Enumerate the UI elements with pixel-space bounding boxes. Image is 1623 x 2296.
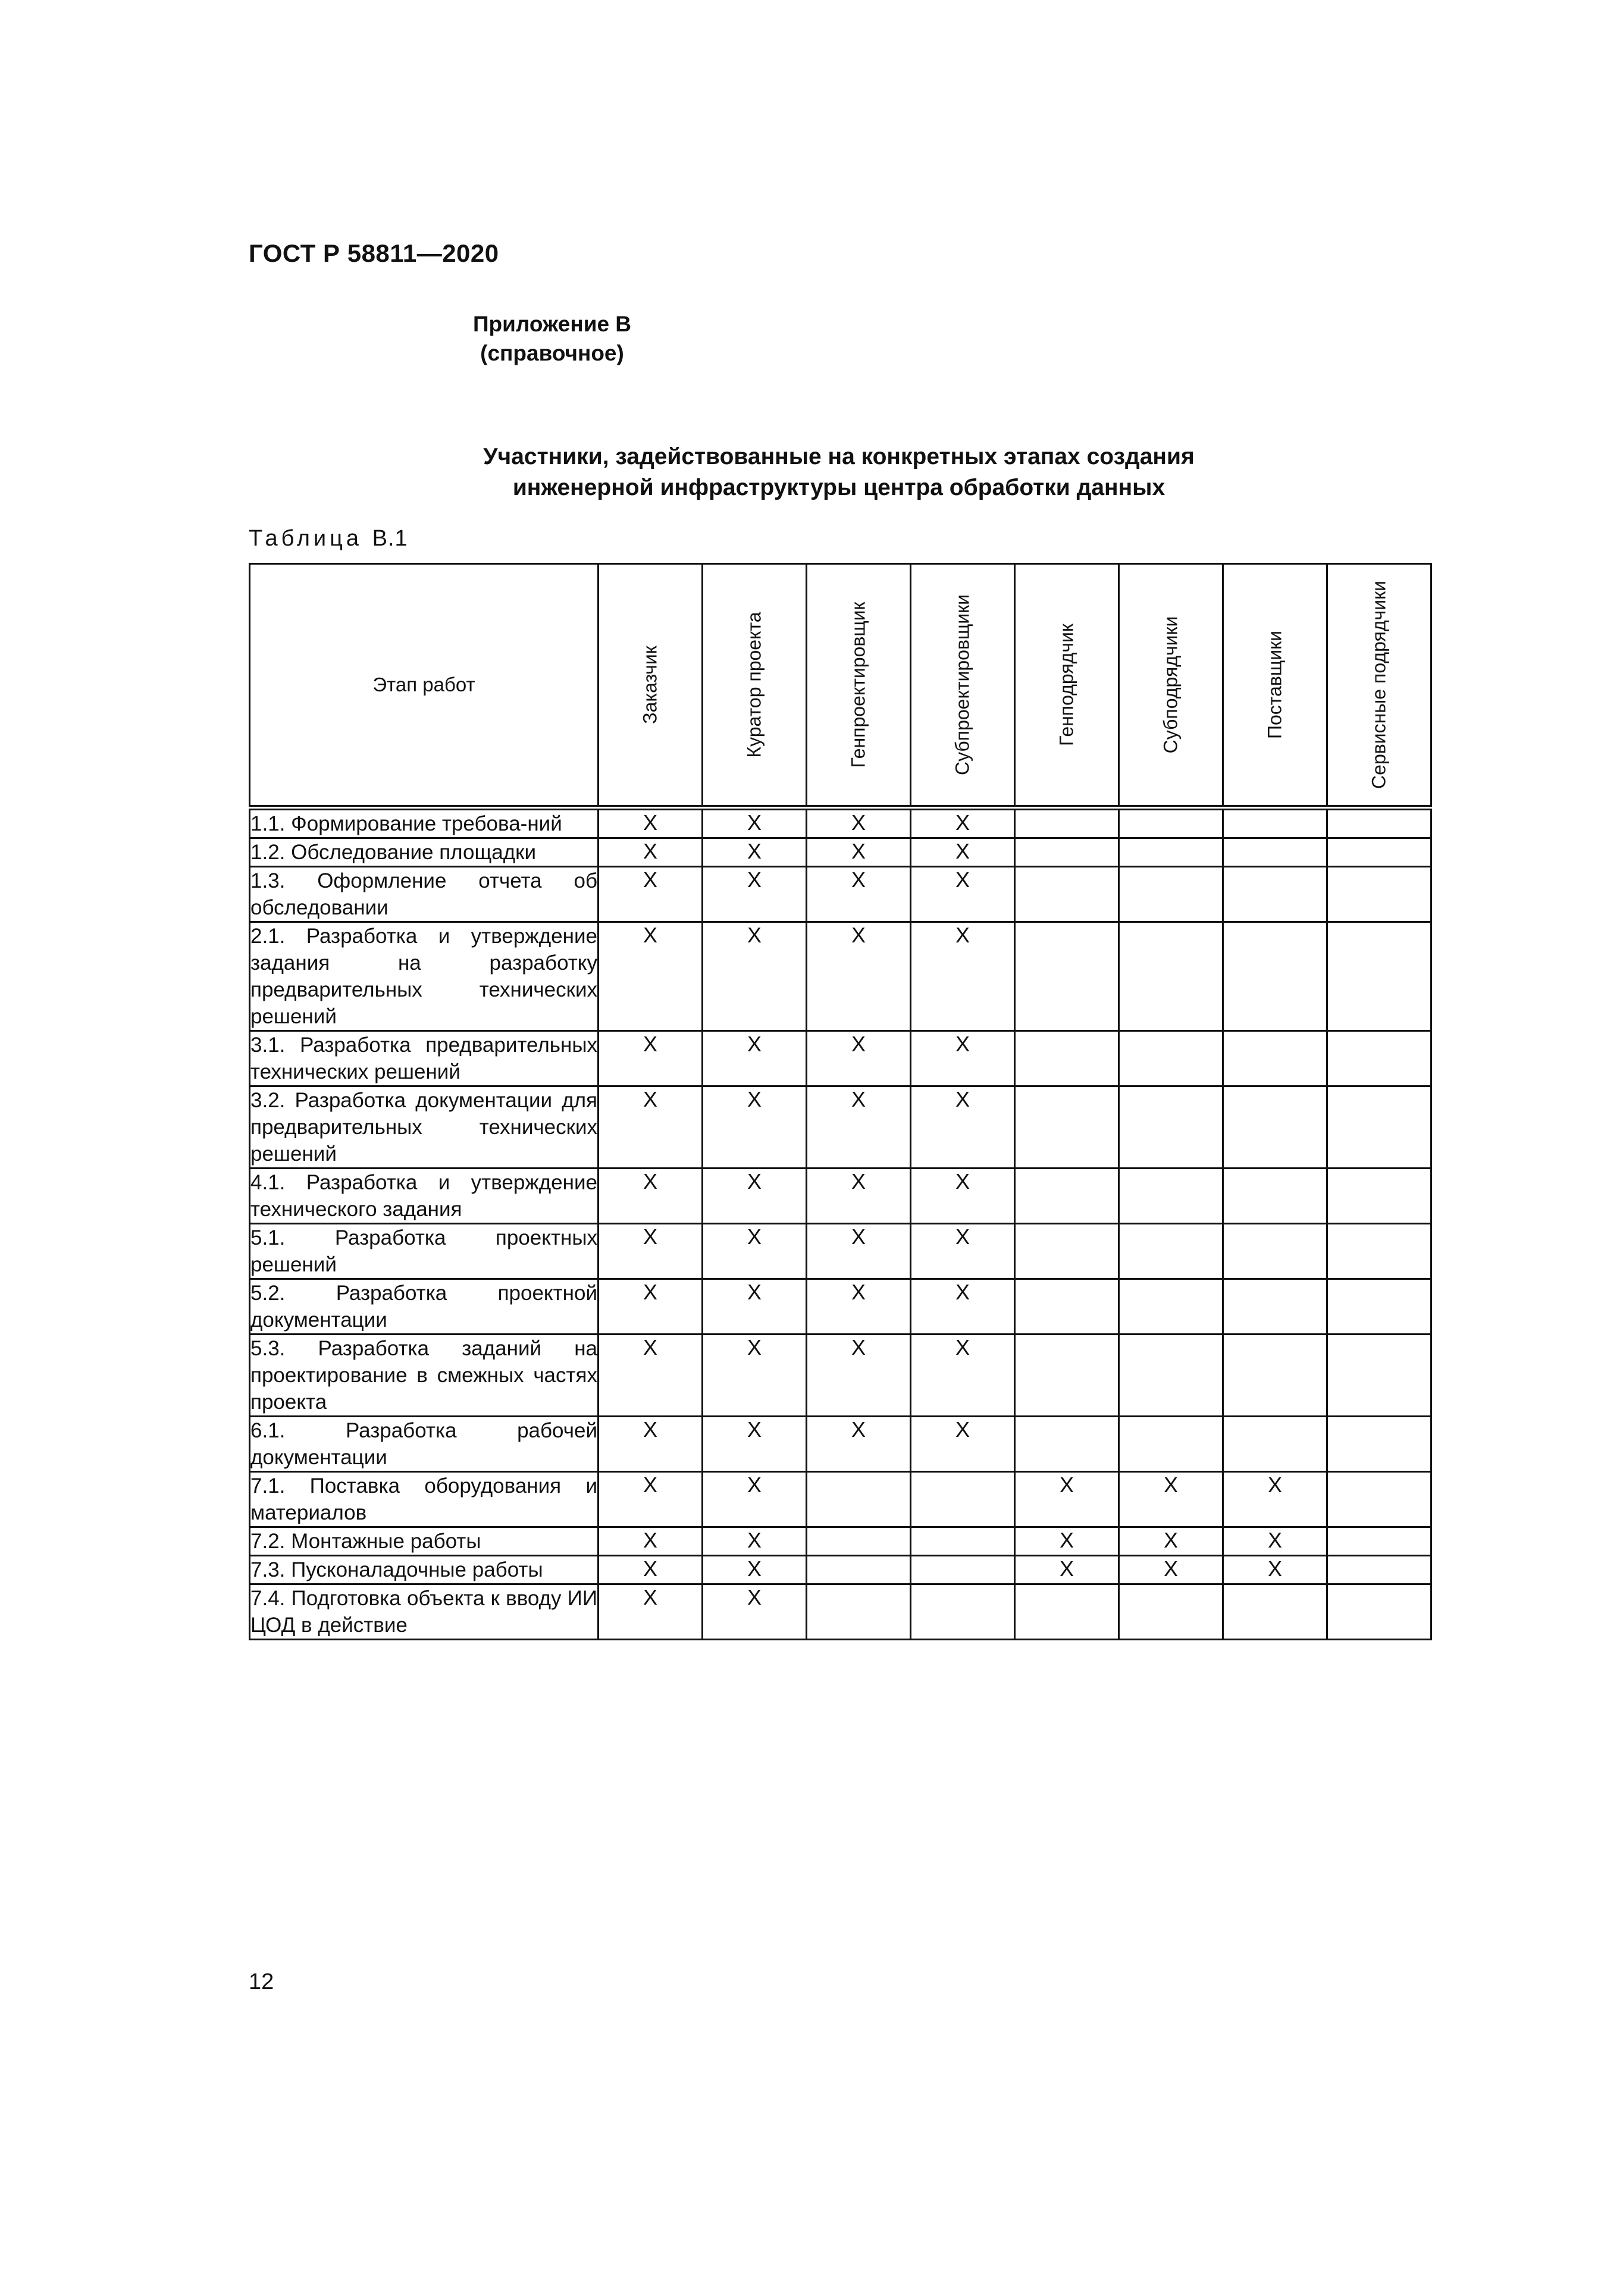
participation-cell <box>807 1169 911 1224</box>
stage-cell: 4.1. Разработка и утверждение технического задания <box>250 1169 599 1224</box>
participation-cell <box>1119 867 1223 922</box>
participation-cell <box>599 867 703 922</box>
participation-cell <box>807 838 911 867</box>
table-row <box>250 922 1431 1031</box>
participation-cell <box>1119 1279 1223 1335</box>
participation-mark: X <box>955 867 970 892</box>
participation-mark: X <box>955 1335 970 1360</box>
participation-cell <box>911 1279 1015 1335</box>
participation-mark: X <box>643 1224 657 1249</box>
participation-cell <box>703 922 807 1031</box>
participation-cell <box>1327 1224 1431 1279</box>
participation-cell <box>1015 1086 1119 1169</box>
participation-cell <box>1223 1279 1327 1335</box>
stage-cell: 1.3. Оформление отчета об обследовании <box>250 867 599 922</box>
participation-cell <box>599 1584 703 1640</box>
participation-mark: X <box>1267 1528 1282 1552</box>
participation-mark: X <box>955 1087 970 1111</box>
participation-mark: X <box>747 1032 762 1056</box>
participation-cell <box>1223 1224 1327 1279</box>
participation-cell <box>1015 1031 1119 1086</box>
participation-mark: X <box>955 1280 970 1304</box>
participation-cell <box>1119 1584 1223 1640</box>
participation-cell <box>1327 1169 1431 1224</box>
participant-column-header <box>1119 564 1223 808</box>
participation-cell <box>1223 1086 1327 1169</box>
stage-cell: 3.1. Разработка предварительных технических решений <box>250 1031 599 1086</box>
participation-cell <box>911 922 1015 1031</box>
participation-cell <box>599 1224 703 1279</box>
participation-cell <box>599 922 703 1031</box>
table-row <box>250 1224 1431 1279</box>
participation-mark: X <box>955 810 970 835</box>
participation-cell <box>599 1031 703 1086</box>
participation-mark: X <box>747 1417 762 1442</box>
participation-mark: X <box>1059 1556 1074 1581</box>
participation-cell <box>911 1472 1015 1527</box>
participation-mark: X <box>643 1417 657 1442</box>
participation-mark: X <box>955 1417 970 1442</box>
participation-cell <box>911 1335 1015 1417</box>
participation-cell <box>703 1417 807 1472</box>
participation-cell <box>703 1086 807 1169</box>
participation-cell <box>703 1527 807 1556</box>
participation-mark: X <box>1267 1556 1282 1581</box>
participation-cell <box>1119 1556 1223 1584</box>
participant-label: Заказчик <box>639 646 661 724</box>
participant-label: Субподрядчики <box>1160 616 1182 754</box>
participation-cell <box>911 838 1015 867</box>
stage-cell: 5.2. Разработка проектной документации <box>250 1279 599 1335</box>
participation-cell <box>1327 838 1431 867</box>
participation-cell <box>807 1584 911 1640</box>
participation-mark: X <box>643 839 657 863</box>
table-row <box>250 1527 1431 1556</box>
participation-cell <box>1119 1335 1223 1417</box>
participation-cell <box>1223 1335 1327 1417</box>
participation-cell <box>1119 1417 1223 1472</box>
table-row <box>250 1472 1431 1527</box>
participation-mark: X <box>955 1169 970 1194</box>
participation-mark: X <box>643 810 657 835</box>
participation-mark: X <box>851 1224 866 1249</box>
stage-cell: 3.2. Разработка документации для предварительных технических решений <box>250 1086 599 1169</box>
participation-mark: X <box>747 1556 762 1581</box>
participation-mark: X <box>747 867 762 892</box>
participation-cell <box>1015 1556 1119 1584</box>
table-body <box>250 808 1431 1640</box>
participation-cell <box>703 1279 807 1335</box>
participation-mark: X <box>955 1224 970 1249</box>
stage-cell: 6.1. Разработка рабочей документации <box>250 1417 599 1472</box>
participation-mark: X <box>1163 1556 1178 1581</box>
stage-cell: 2.1. Разработка и утверждение задания на разработку предварительных технических решений <box>250 922 599 1031</box>
participation-cell <box>1327 1472 1431 1527</box>
participation-cell <box>1223 922 1327 1031</box>
participation-cell <box>911 1224 1015 1279</box>
participation-cell <box>911 1031 1015 1086</box>
participant-label: Генподрядчик <box>1055 624 1077 746</box>
table-header-row <box>250 564 1431 808</box>
participant-column-header <box>807 564 911 808</box>
stage-cell: 7.3. Пусконаладочные работы <box>250 1556 599 1584</box>
participation-mark: X <box>851 923 866 947</box>
participation-cell <box>703 1584 807 1640</box>
participation-cell <box>1327 1417 1431 1472</box>
stage-cell: 5.1. Разработка проектных решений <box>250 1224 599 1279</box>
participation-cell <box>807 808 911 838</box>
participation-cell <box>911 1417 1015 1472</box>
participant-column-header <box>703 564 807 808</box>
participation-cell <box>1119 1224 1223 1279</box>
appendix-title: Приложение В <box>472 312 632 336</box>
participation-mark: X <box>747 839 762 863</box>
page-number: 12 <box>249 1969 274 1994</box>
participation-cell <box>911 1556 1015 1584</box>
participation-cell <box>1015 1584 1119 1640</box>
participation-cell <box>911 1584 1015 1640</box>
participation-mark: X <box>643 1280 657 1304</box>
table-row <box>250 867 1431 922</box>
participant-column-header <box>1015 564 1119 808</box>
participation-cell <box>1119 1031 1223 1086</box>
table-caption-label: Таблица <box>249 526 362 551</box>
participation-mark: X <box>851 1280 866 1304</box>
participation-cell <box>703 1224 807 1279</box>
participation-cell <box>807 1031 911 1086</box>
participation-cell <box>599 1169 703 1224</box>
participation-cell <box>1015 838 1119 867</box>
participation-mark: X <box>851 1169 866 1194</box>
participation-mark: X <box>851 867 866 892</box>
participation-cell <box>911 867 1015 922</box>
participation-mark: X <box>643 1032 657 1056</box>
participant-label: Генпроектировщик <box>847 602 869 768</box>
participation-cell <box>1015 922 1119 1031</box>
table-title-line-2: инженерной инфраструктуры центра обработки данных <box>512 475 1165 500</box>
table-row <box>250 1584 1431 1640</box>
participation-cell <box>599 1527 703 1556</box>
participation-mark: X <box>1267 1473 1282 1497</box>
participation-cell <box>599 1556 703 1584</box>
participation-cell <box>1015 867 1119 922</box>
participation-cell <box>1119 838 1223 867</box>
table-row <box>250 838 1431 867</box>
participation-cell <box>1015 808 1119 838</box>
participation-cell <box>1223 867 1327 922</box>
participation-cell <box>1327 922 1431 1031</box>
participation-cell <box>807 922 911 1031</box>
participation-mark: X <box>955 1032 970 1056</box>
table-row <box>250 1556 1431 1584</box>
participation-mark: X <box>747 1335 762 1360</box>
participation-cell <box>1015 1335 1119 1417</box>
table-row <box>250 1086 1431 1169</box>
participation-mark: X <box>747 1087 762 1111</box>
participation-mark: X <box>851 1032 866 1056</box>
participation-mark: X <box>747 1585 762 1609</box>
table-row <box>250 1417 1431 1472</box>
participation-mark: X <box>643 1169 657 1194</box>
participation-mark: X <box>1163 1473 1178 1497</box>
appendix-heading <box>0 309 1623 368</box>
table-row <box>250 1031 1431 1086</box>
table-caption-number: В.1 <box>372 526 408 551</box>
participation-cell <box>703 1472 807 1527</box>
participation-cell <box>1015 1224 1119 1279</box>
participation-cell <box>1327 1584 1431 1640</box>
participation-cell <box>807 1224 911 1279</box>
participation-mark: X <box>643 1585 657 1609</box>
participation-cell <box>1015 1417 1119 1472</box>
participant-label: Субпроектировщики <box>951 594 973 776</box>
participation-cell <box>1223 1584 1327 1640</box>
participation-cell <box>1119 1169 1223 1224</box>
participation-mark: X <box>643 1335 657 1360</box>
participation-cell <box>807 1527 911 1556</box>
participation-cell <box>807 1417 911 1472</box>
participation-mark: X <box>851 839 866 863</box>
participation-mark: X <box>643 1556 657 1581</box>
table-caption <box>249 526 408 552</box>
stage-cell: 7.2. Монтажные работы <box>250 1527 599 1556</box>
participation-mark: X <box>747 1224 762 1249</box>
participation-cell <box>1119 1086 1223 1169</box>
participation-mark: X <box>851 1417 866 1442</box>
participation-cell <box>703 1169 807 1224</box>
participant-label: Поставщики <box>1264 631 1286 739</box>
participation-cell <box>1327 808 1431 838</box>
participation-cell <box>1119 1472 1223 1527</box>
table-row <box>250 1279 1431 1335</box>
table-row <box>250 1335 1431 1417</box>
participation-mark: X <box>1059 1473 1074 1497</box>
participation-cell <box>1327 1556 1431 1584</box>
participation-mark: X <box>1163 1528 1178 1552</box>
participation-cell <box>599 1279 703 1335</box>
participation-cell <box>1223 1527 1327 1556</box>
participation-cell <box>703 1031 807 1086</box>
stage-cell: 1.1. Формирование требова-ний <box>250 808 599 838</box>
participation-mark: X <box>747 923 762 947</box>
participation-cell <box>1119 922 1223 1031</box>
participation-cell <box>807 1086 911 1169</box>
participation-mark: X <box>643 1528 657 1552</box>
participation-cell <box>807 1279 911 1335</box>
participation-cell <box>1223 1556 1327 1584</box>
participation-cell <box>1223 838 1327 867</box>
table-title <box>249 441 1429 503</box>
participation-mark: X <box>747 810 762 835</box>
participation-cell <box>1223 1472 1327 1527</box>
participation-cell <box>599 1335 703 1417</box>
participation-mark: X <box>643 923 657 947</box>
participant-label: Сервисные подрядчики <box>1368 581 1390 789</box>
participation-cell <box>599 1472 703 1527</box>
participation-cell <box>1015 1527 1119 1556</box>
participation-cell <box>1223 1169 1327 1224</box>
participation-cell <box>1327 1031 1431 1086</box>
participation-mark: X <box>851 1335 866 1360</box>
participation-cell <box>911 1527 1015 1556</box>
participation-cell <box>1223 1031 1327 1086</box>
table-row <box>250 1169 1431 1224</box>
participation-cell <box>1327 867 1431 922</box>
stage-column-header: Этап работ <box>250 564 599 808</box>
participation-cell <box>1327 1279 1431 1335</box>
participation-cell <box>1119 1527 1223 1556</box>
appendix-subtitle: (справочное) <box>480 341 624 365</box>
participation-cell <box>599 1086 703 1169</box>
participant-column-header <box>599 564 703 808</box>
participation-cell <box>703 1556 807 1584</box>
participation-cell <box>1015 1169 1119 1224</box>
participation-cell <box>911 1086 1015 1169</box>
participation-cell <box>1327 1335 1431 1417</box>
participation-mark: X <box>643 1473 657 1497</box>
participation-cell <box>1223 1417 1327 1472</box>
participation-cell <box>703 808 807 838</box>
participation-cell <box>599 838 703 867</box>
participation-mark: X <box>747 1280 762 1304</box>
stage-cell: 7.1. Поставка оборудования и материалов <box>250 1472 599 1527</box>
participation-cell <box>807 1335 911 1417</box>
stage-cell: 5.3. Разработка заданий на проектирование в смежных частях проекта <box>250 1335 599 1417</box>
participants-table <box>249 563 1432 1640</box>
participation-mark: X <box>747 1473 762 1497</box>
participation-mark: X <box>643 1087 657 1111</box>
participation-cell <box>1015 1472 1119 1527</box>
participation-cell <box>1327 1527 1431 1556</box>
participation-cell <box>807 1472 911 1527</box>
participation-mark: X <box>955 839 970 863</box>
participant-label: Куратор проекта <box>743 612 765 758</box>
participant-column-header <box>1327 564 1431 808</box>
participation-cell <box>1119 808 1223 838</box>
participation-cell <box>599 808 703 838</box>
document-code: ГОСТ Р 58811—2020 <box>249 239 499 267</box>
participation-mark: X <box>851 1087 866 1111</box>
table-title-line-1: Участники, задействованные на конкретных этапах создания <box>483 444 1195 469</box>
participation-cell <box>1015 1279 1119 1335</box>
participant-column-header <box>1223 564 1327 808</box>
stage-cell: 1.2. Обследование площадки <box>250 838 599 867</box>
participation-mark: X <box>747 1169 762 1194</box>
participation-cell <box>599 1417 703 1472</box>
participation-cell <box>1223 808 1327 838</box>
participant-column-header <box>911 564 1015 808</box>
participation-mark: X <box>851 810 866 835</box>
participation-cell <box>807 867 911 922</box>
participation-cell <box>911 808 1015 838</box>
participation-cell <box>807 1556 911 1584</box>
participation-cell <box>911 1169 1015 1224</box>
participation-cell <box>703 838 807 867</box>
stage-cell: 7.4. Подготовка объекта к вводу ИИ ЦОД в действие <box>250 1584 599 1640</box>
participation-cell <box>703 1335 807 1417</box>
table-row <box>250 808 1431 838</box>
participation-mark: X <box>1059 1528 1074 1552</box>
participation-cell <box>703 867 807 922</box>
participation-mark: X <box>643 867 657 892</box>
participation-mark: X <box>747 1528 762 1552</box>
participation-mark: X <box>955 923 970 947</box>
participation-cell <box>1327 1086 1431 1169</box>
